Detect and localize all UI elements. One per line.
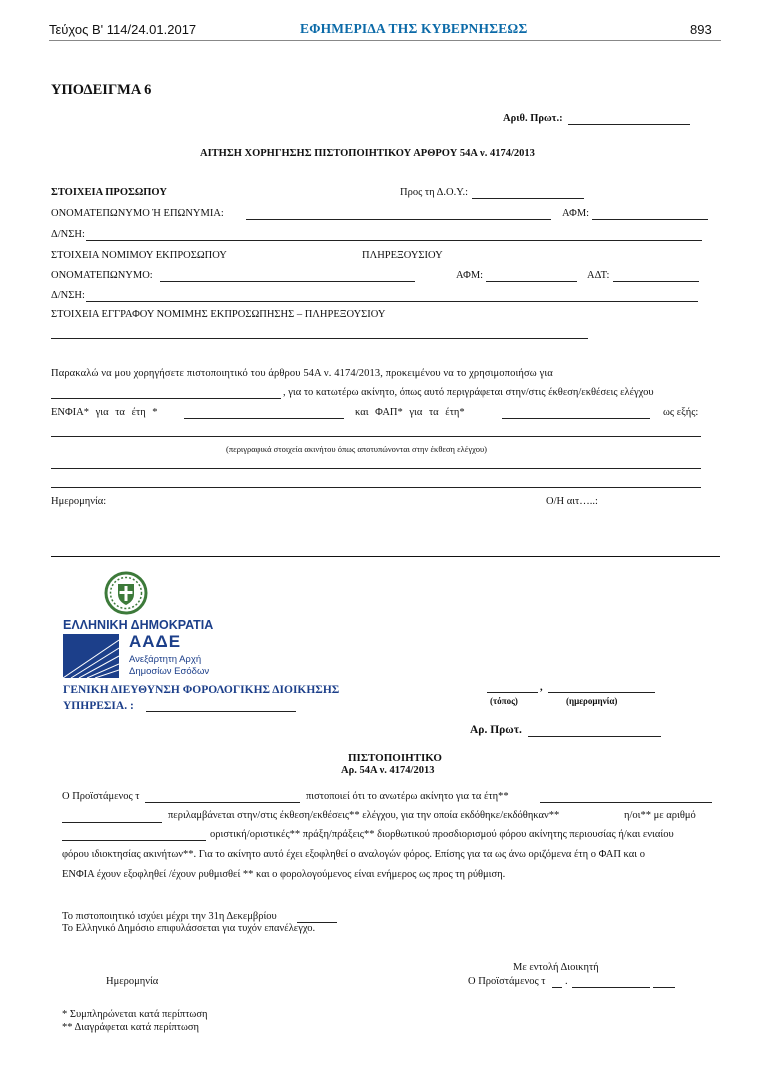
- cert-body-3: οριστική/οριστικές** πράξη/πράξεις** διορθωτικού προσδιορισμού φόρου ακίνητης περιουσίας ή/και ενιαίου: [210, 829, 674, 840]
- certificate-subtitle: Αρ. 54Α ν. 4174/2013: [341, 765, 435, 776]
- masthead: ΕΦΗΜΕΡΙΔΑ ΤΗΣ ΚΥΒΕΡΝΗΣΕΩΣ: [300, 21, 528, 36]
- rep-afm-blank[interactable]: [486, 281, 577, 282]
- rep-address-label: Δ/ΝΣΗ:: [51, 290, 85, 301]
- section-separator: [51, 556, 720, 557]
- aade-subtitle-1: Ανεξάρτητη Αρχή: [129, 654, 202, 665]
- rep-adt-blank[interactable]: [613, 281, 699, 282]
- place-blank[interactable]: [487, 692, 538, 693]
- legal-rep-section-title: ΣΤΟΙΧΕΙΑ ΝΟΜΙΜΟΥ ΕΚΠΡΟΣΩΠΟΥ: [51, 250, 227, 261]
- enfia-years-blank[interactable]: [184, 418, 344, 419]
- cert-body-2a: περιλαμβάνεται στην/στις έκθεση/εκθέσεις** ελέγχου, για την οποία εκδόθηκε/εκδόθηκαν**: [168, 810, 560, 821]
- act-number-blank[interactable]: [62, 840, 206, 841]
- purpose-blank[interactable]: [51, 398, 281, 399]
- request-end: ως εξής:: [663, 407, 699, 418]
- proxy-label: ΠΛΗΡΕΞΟΥΣΙΟΥ: [362, 250, 443, 261]
- rep-afm-label: ΑΦΜ:: [456, 270, 484, 281]
- cert-body-2b: η/οι** με αριθμό: [624, 810, 696, 821]
- page-number: 893: [690, 22, 712, 37]
- form-title: ΥΠΟΔΕΙΓΜΑ 6: [51, 82, 152, 98]
- report-blank[interactable]: [62, 822, 162, 823]
- cert-body-1a: Ο Προϊστάμενος τ: [62, 791, 140, 802]
- certificate-title: ΠΙΣΤΟΠΟΙΗΤΙΚΟ: [348, 752, 442, 764]
- date-caption: (ημερομηνία): [566, 696, 618, 706]
- fullname-label: ΟΝΟΜΑΤΕΠΩΝΥΜΟ Ή ΕΠΩΝΥΜΙΑ:: [51, 208, 224, 219]
- rep-name-blank[interactable]: [160, 281, 415, 282]
- cert-body-1b: πιστοποιεί ότι το ανωτέρω ακίνητο για τα έτη**: [306, 791, 509, 802]
- applicant-label: Ο/Η αιτ…..:: [546, 496, 598, 507]
- to-doy-blank[interactable]: [472, 198, 584, 199]
- request-line-1: Παρακαλώ να μου χορηγήσετε πιστοποιητικό του άρθρου 54Α ν. 4174/2013, προκειμένου να το χρησιμοποιήσω για: [51, 368, 553, 379]
- directorate-name: ΓΕΝΙΚΗ ΔΙΕΥΘΥΝΣΗ ΦΟΡΟΛΟΓΙΚΗΣ ΔΙΟΙΚΗΣΗΣ: [63, 684, 340, 696]
- fullname-blank[interactable]: [246, 219, 551, 220]
- country-name: ΕΛΛΗΝΙΚΗ ΔΗΜΟΚΡΑΤΙΑ: [63, 618, 214, 632]
- cert-protocol-blank[interactable]: [528, 736, 661, 737]
- rep-adt-label: ΑΔΤ:: [587, 270, 610, 281]
- date-label: Ημερομηνία:: [51, 496, 107, 507]
- head-signature-label: Ο Προϊστάμενος τ: [468, 976, 546, 987]
- protocol-blank[interactable]: [568, 124, 690, 125]
- request-fap: και ΦΑΠ* για τα έτη*: [355, 407, 465, 418]
- issue-number: Τεύχος Β' 114/24.01.2017: [49, 22, 197, 37]
- rep-name-label: ΟΝΟΜΑΤΕΠΩΝΥΜΟ:: [51, 270, 153, 281]
- aade-logo-icon: [63, 634, 119, 678]
- rep-address-blank[interactable]: [86, 301, 698, 302]
- reservation-text: Το Ελληνικό Δημόσιο επιφυλάσσεται για τυχόν επανέλεγχο.: [62, 923, 316, 934]
- validity-text: Το πιστοποιητικό ισχύει μέχρι την 31η Δεκεμβρίου: [62, 911, 277, 922]
- address-blank[interactable]: [86, 240, 702, 241]
- bottom-date-label: Ημερομηνία: [106, 976, 159, 987]
- greek-emblem-icon: [104, 571, 148, 615]
- header-rule: [49, 40, 721, 41]
- head-office-blank[interactable]: [145, 802, 300, 803]
- property-line-1[interactable]: [51, 436, 701, 437]
- address-label: Δ/ΝΣΗ:: [51, 229, 85, 240]
- by-order-text: Με εντολή Διοικητή: [513, 962, 599, 973]
- footnote-1: * Συμπληρώνεται κατά περίπτωση: [62, 1009, 208, 1020]
- cert-body-5: ΕΝΦΙΑ έχουν εξοφληθεί /έχουν ρυθμισθεί ** και ο φορολογούμενος είναι ενήμερος ως προς τη ρύθμιση.: [62, 869, 506, 880]
- footnote-2: ** Διαγράφεται κατά περίπτωση: [62, 1022, 200, 1033]
- property-line-3[interactable]: [51, 487, 701, 488]
- property-caption: (περιγραφικά στοιχεία ακινήτου όπως αποτυπώνονται στην έκθεση ελέγχου): [226, 444, 488, 454]
- head-signature-blank-1[interactable]: [552, 987, 562, 988]
- service-blank[interactable]: [146, 711, 296, 712]
- cert-protocol-label: Αρ. Πρωτ.: [470, 724, 522, 736]
- to-doy-label: Προς τη Δ.Ο.Υ.:: [400, 187, 469, 198]
- protocol-label: Αριθ. Πρωτ.:: [503, 113, 563, 124]
- place-caption: (τόπος): [490, 696, 518, 706]
- document-section-title: ΣΤΟΙΧΕΙΑ ΕΓΓΡΑΦΟΥ ΝΟΜΙΜΗΣ ΕΚΠΡΟΣΩΠΗΣΗΣ – ΠΛΗΡΕΞΟΥΣΙΟΥ: [51, 309, 386, 320]
- aade-subtitle-2: Δημοσίων Εσόδων: [129, 666, 210, 677]
- aade-acronym: ΑΑΔΕ: [129, 632, 182, 651]
- head-signature-blank-2[interactable]: [572, 987, 650, 988]
- personal-section-title: ΣΤΟΙΧΕΙΑ ΠΡΟΣΩΠΟΥ: [51, 187, 167, 198]
- cert-date-blank[interactable]: [548, 692, 655, 693]
- years-blank[interactable]: [540, 802, 712, 803]
- application-heading: ΑΙΤΗΣΗ ΧΟΡΗΓΗΣΗΣ ΠΙΣΤΟΠΟΙΗΤΙΚΟΥ ΑΡΘΡΟΥ 54Α ν. 4174/2013: [200, 148, 535, 159]
- request-line-2: , για το κατωτέρω ακίνητο, όπως αυτό περιγράφεται στην/στις έκθεση/εκθέσεις ελέγχου: [283, 387, 654, 398]
- afm-blank[interactable]: [592, 219, 708, 220]
- document-blank[interactable]: [51, 338, 588, 339]
- cert-body-4: φόρου ιδιοκτησίας ακινήτων**. Για το ακίνητο αυτό έχει εξοφληθεί ο αναλογών φόρος. Επίσης για τα ως άνω οριζόμενα έτη ο ΦΑΠ και ο: [62, 849, 645, 860]
- fap-years-blank[interactable]: [502, 418, 650, 419]
- request-enfia: ΕΝΦΙΑ* για τα έτη *: [51, 407, 158, 418]
- head-signature-blank-3[interactable]: [653, 987, 675, 988]
- gazette-page: Τεύχος Β' 114/24.01.2017 ΕΦΗΜΕΡΙΔΑ ΤΗΣ ΚΥΒΕΡΝΗΣΕΩΣ 893 ΥΠΟΔΕΙΓΜΑ 6 Αριθ. Πρωτ.: ΑΙΤΗΣΗ ΧΟΡΗΓΗΣΗΣ ΠΙΣΤΟΠΟΙΗΤΙΚΟΥ ΑΡΘΡΟΥ 54Α ν. 4174/2013 ΣΤΟΙΧΕΙΑ ΠΡΟΣΩΠΟΥ Προς τη Δ.Ο.Υ.: ΟΝΟΜΑΤΕΠΩΝΥΜΟ Ή ΕΠΩΝΥΜΙΑ: ΑΦΜ: Δ/ΝΣΗ: ΣΤΟΙΧΕΙΑ ΝΟΜΙΜΟΥ ΕΚΠΡΟΣΩΠΟΥ ΠΛΗΡΕΞΟΥΣΙΟΥ ΟΝΟΜΑΤΕΠΩΝΥΜΟ: ΑΦΜ: ΑΔΤ: Δ/ΝΣΗ: ΣΤΟΙΧΕΙΑ ΕΓΓΡΑΦΟΥ ΝΟΜΙΜΗΣ ΕΚΠΡΟΣΩΠΗΣΗΣ – ΠΛΗΡΕΞΟΥΣΙΟΥ Παρακαλώ να μου χορηγήσετε πιστοποιητικό του άρθρου 54Α ν. 4174/2013, προκειμένου να το χρησιμοποιήσω για , για το κατωτέρω ακίνητο, όπως αυτό περιγράφεται στην/στις έκθεση/εκθέσεις ελέγχου ΕΝΦΙΑ* για τα έτη * και ΦΑΠ* για τα έτη* ως εξής: (περιγραφικά στοιχεία ακινήτου όπως αποτυπώνονται στην έκθεση ελέγχου) Ημερομηνία: Ο/Η αιτ…..: ΕΛΛΗΝΙΚΗ ΔΗΜΟΚΡΑΤΙΑ ΑΑΔΕ Ανεξάρτητη Αρχή Δημοσίων Εσόδων ΓΕΝΙΚΗ ΔΙΕΥΘΥΝΣΗ ΦΟΡΟΛΟΓΙΚΗΣ ΔΙΟΙΚΗΣΗΣ ΥΠΗΡΕΣΙΑ. : , (τόπος) (ημερομηνία) Αρ. Πρωτ. ΠΙΣΤΟΠΟΙΗΤΙΚΟ Αρ. 54Α ν. 4174/2013 Ο Προϊστάμενος τ πιστοποιεί ότι το ανωτέρω ακίνητο για τα έτη** περιλαμβάνεται στην/στις έκθεση/εκθέσεις** ελέγχου, για την οποία εκδόθηκε/εκδόθηκαν** η/οι** με αριθμό οριστική/οριστικές** πράξη/πράξεις** διορθωτικού προσδιορισμού φόρου ακίνητης περιουσίας ή/και ενιαίου φόρου ιδιοκτησίας ακινήτων**. Για το ακίνητο αυτό έχει εξοφληθεί ο αναλογών φόρος. Επίσης για τα ως άνω οριζόμενα έτη ο ΦΑΠ και ο ΕΝΦΙΑ έχουν εξοφληθεί /έχουν ρυθμισθεί ** και ο φορολογούμενος είναι ενήμερος ως προς τη ρύθμιση. Το πιστοποιητικό ισχύει μέχρι την 31η Δεκεμβρίου Το Ελληνικό Δημόσιο επιφυλάσσεται για τυχόν επανέλεγχο. Με εντολή Διοικητή Ημερομηνία Ο Προϊστάμενος τ . * Συμπληρώνεται κατά περίπτωση ** Διαγράφεται κατά περίπτωση: [0, 0, 768, 1087]
- afm-label: ΑΦΜ:: [562, 208, 590, 219]
- property-line-2[interactable]: [51, 468, 701, 469]
- service-label: ΥΠΗΡΕΣΙΑ. :: [63, 700, 134, 712]
